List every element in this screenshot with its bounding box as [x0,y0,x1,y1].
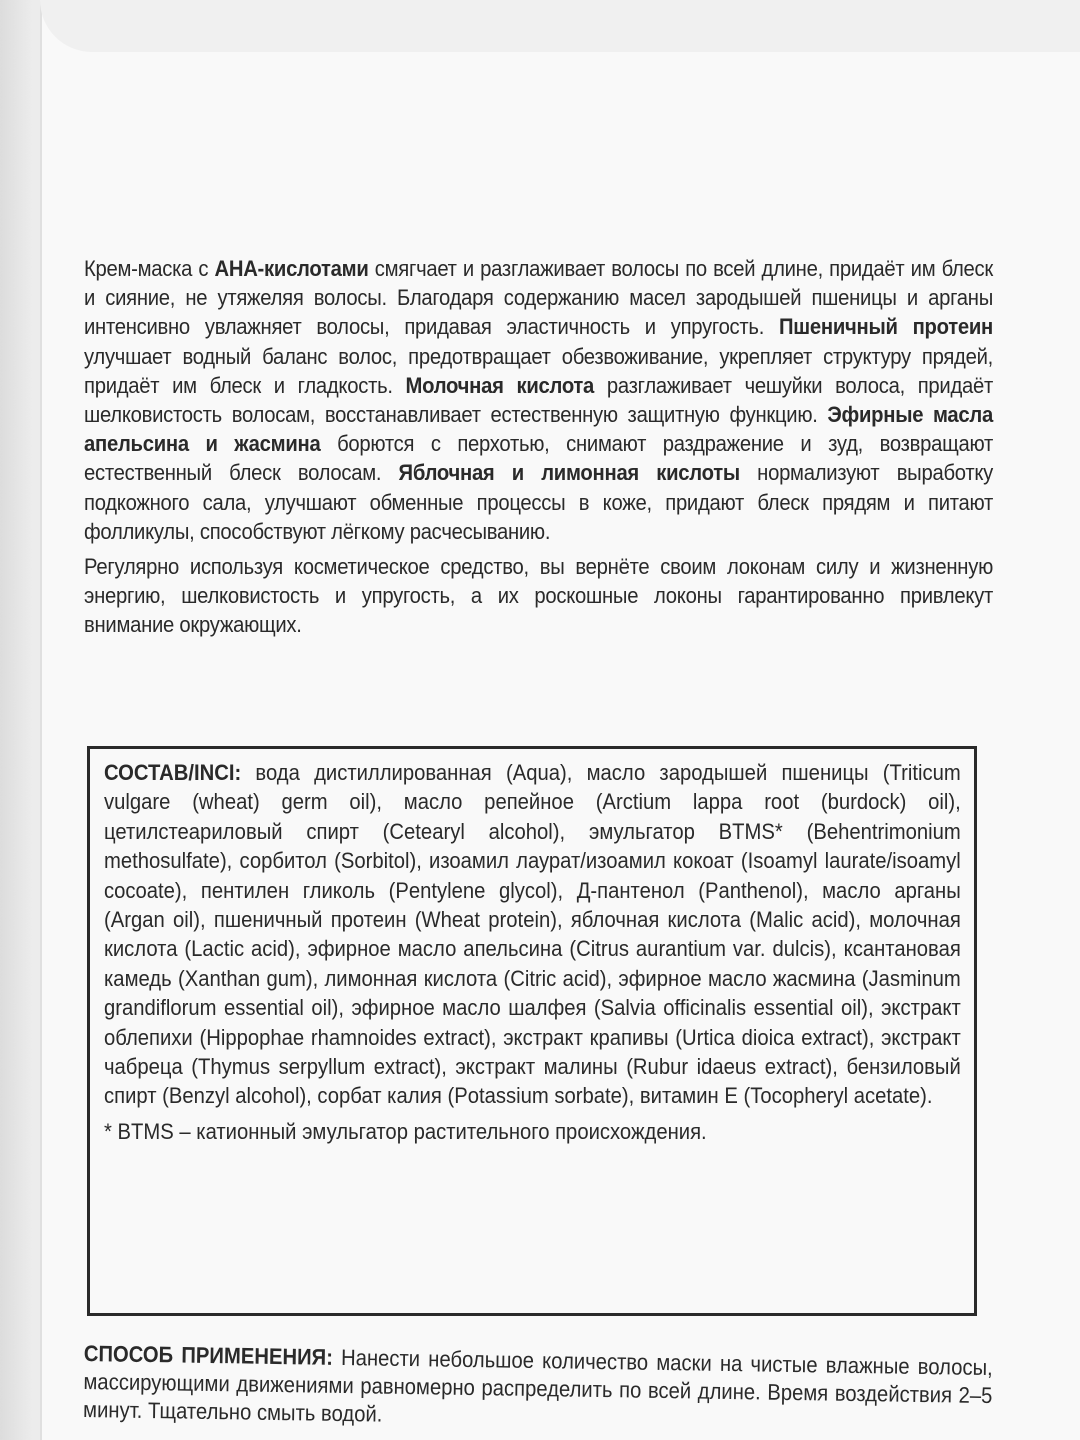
desc-bold-aha: АНА-кислотами [214,256,369,281]
desc-text: разглаживает чешуйки волоса, придаёт шелковистость волосам, восстанавливает естественную защитную функцию. [84,372,994,428]
composition-list [104,758,961,1111]
description-paragraph-2: Регулярно используя косметическое средство, вы вернёте своим локонам силу и жизненную энергию, шелковистость и упругость, а их роскошные локоны гарантированно привлекут внимание окружающих. [84,554,993,638]
composition-footnote: * BTMS – катионный эмульгатор растительного происхождения. [104,1118,707,1144]
product-description [84,254,993,646]
desc-bold-essential-oils: Эфирные масла апельсина и жасмина [84,402,993,457]
desc-text: Крем-маска с [84,256,215,281]
composition-text: вода дистиллированная (Aqua), масло зародышей пшеницы (Triticum vulgare (wheat) germ oil), масло репейное (Arctium lappa root (burdock) oil), цетилстеариловый спирт (Cetearyl alcohol), эмульгатор BTMS* (Behentrimonium methosulfate), сорбитол (Sorbitol), изоамил лаурат/изоамил кокоат (Isoamyl laurate/isoamyl cocoate), пентилен гликоль (Pentylene glycol), Д-пантенол (Panthenol), масло арганы (Argan oil), пшеничный протеин (Wheat protein), яблочная кислота (Malic acid), молочная кислота (Lactic acid), эфирное масло апельсина (Citrus aurantium var. dulcis), ксантановая камедь (Xanthan gum), лимонная кислота (Citric acid), эфирное масло жасмина (Jasminum grandiflorum essential oil), эфирное масло шалфея (Salvia officinalis essential oil), экстракт облепихи (Hippophae rhamnoides extract), экстракт крапивы (Urtica dioica extract), экстракт чабреца (Thymus serpyllum extract), экстракт малины (Rubur idaeus extract), бензиловый спирт (Benzyl alcohol), сорбат калия (Potassium sorbate), витамин Е (Tocopheryl acetate). [104,760,961,1109]
usage-text-block [83,1340,993,1438]
composition-section [104,758,961,1152]
usage-text: Нанести небольшое количество маски на чистые влажные волосы, массирующими движениями равномерно распределить по всей длине. Время воздействия 2–5 минут. Тщательно смыть водой. [82,1344,993,1427]
desc-text: борются с перхотью, снимают раздражение и зуд, возвращают естественный блеск волосам. [84,431,993,486]
usage-section [83,1340,993,1438]
desc-bold-acids: Яблочная и лимонная кислоты [398,460,740,486]
usage-heading: СПОСОБ ПРИМЕНЕНИЯ: [83,1340,334,1370]
desc-bold-lactic-acid: Молочная кислота [405,372,595,398]
bottle-cap-edge [40,0,1080,52]
desc-bold-wheat-protein: Пшеничный протеин [778,314,994,340]
description-paragraph-1 [84,254,993,546]
composition-heading: СОСТАВ/INCI: [104,760,242,785]
desc-text: нормализуют выработку подкожного сала, улучшают обменные процессы в коже, придают блеск прядям и питают фолликулы, способствуют лёгкому расчесыванию. [84,460,993,544]
desc-text: улучшает водный баланс волос, предотвращает обезвоживание, укрепляет структуру прядей, придаёт им блеск и гладкость. [84,343,993,398]
desc-text: смягчает и разглаживает волосы по всей длине, придаёт им блеск и сияние, не утяжеляя волосы. Благодаря содержанию масел зародышей пшеницы и арганы интенсивно увлажняет волосы, придавая эластичность и упругость. [84,256,993,340]
